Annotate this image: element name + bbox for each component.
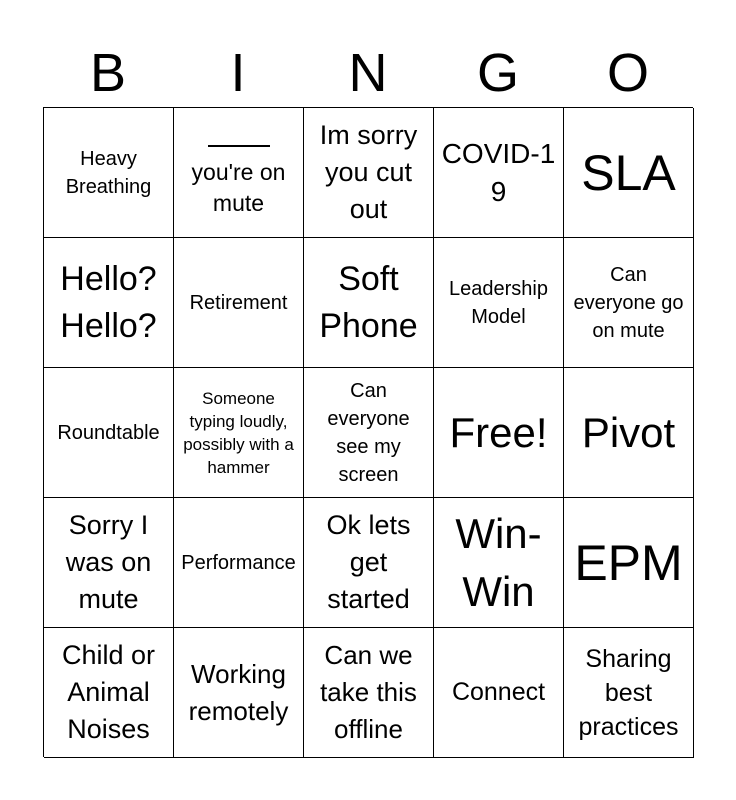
bingo-cell-win-win[interactable] xyxy=(434,498,564,628)
cell-label: Can we take this offline xyxy=(320,640,417,744)
cell-label: Retirement xyxy=(189,291,288,314)
cell-label: Leadership Model xyxy=(449,277,548,328)
header-letter-i: I xyxy=(230,43,246,103)
bingo-cell-leadership-model[interactable] xyxy=(434,238,564,368)
bingo-cell-ok-lets-get-started[interactable] xyxy=(304,498,434,628)
blank-line-icon xyxy=(208,145,270,147)
bingo-cell-youre-on-mute[interactable] xyxy=(174,108,304,238)
header-letter-n: N xyxy=(348,43,388,103)
cell-label: Someone typing loudly, possibly with a hammer xyxy=(183,388,294,477)
bingo-cell-pivot[interactable] xyxy=(564,368,694,498)
bingo-cell-sla[interactable] xyxy=(564,108,694,238)
bingo-cell-connect[interactable] xyxy=(434,628,564,758)
cell-label: Sorry I was on mute xyxy=(65,510,152,614)
cell-label: SLA xyxy=(581,144,676,201)
bingo-cell-can-we-take-this-offline[interactable] xyxy=(304,628,434,758)
bingo-board xyxy=(43,107,693,757)
header-letter-b: B xyxy=(89,43,127,103)
bingo-cell-soft-phone[interactable] xyxy=(304,238,434,368)
bingo-cell-epm[interactable] xyxy=(564,498,694,628)
bingo-cell-im-sorry-you-cut-out[interactable] xyxy=(304,108,434,238)
bingo-cell-retirement[interactable] xyxy=(174,238,304,368)
bingo-cell-covid-19[interactable] xyxy=(434,108,564,238)
cell-label: COVID-19 xyxy=(441,137,556,207)
cell-label: Sharing best practices xyxy=(578,644,679,741)
bingo-cell-working-remotely[interactable] xyxy=(174,628,304,758)
bingo-header xyxy=(43,40,693,106)
cell-label: EPM xyxy=(574,534,683,591)
cell-label: Roundtable xyxy=(57,421,160,444)
bingo-cell-heavy-breathing[interactable] xyxy=(44,108,174,238)
cell-label: Im sorry you cut out xyxy=(319,120,418,224)
cell-label: Win-Win xyxy=(455,509,542,615)
bingo-cell-someone-typing-loudly[interactable] xyxy=(174,368,304,498)
header-letter-o: O xyxy=(606,43,649,103)
bingo-cell-roundtable[interactable] xyxy=(44,368,174,498)
bingo-cell-sorry-i-was-on-mute[interactable] xyxy=(44,498,174,628)
bingo-cell-hello-hello[interactable] xyxy=(44,238,174,368)
bingo-cell-child-or-animal-noises[interactable] xyxy=(44,628,174,758)
bingo-cell-can-everyone-go-on-mute[interactable] xyxy=(564,238,694,368)
cell-label: you're on mute xyxy=(191,159,286,216)
cell-label: Can everyone go on mute xyxy=(573,263,684,342)
cell-label: Ok lets get started xyxy=(326,510,411,614)
cell-label: Can everyone see my screen xyxy=(327,379,410,486)
cell-label: Performance xyxy=(181,551,296,574)
cell-label: Connect xyxy=(451,678,546,706)
cell-label: Working remotely xyxy=(188,658,289,726)
bingo-cell-can-everyone-see-my-screen[interactable] xyxy=(304,368,434,498)
bingo-cell-sharing-best-practices[interactable] xyxy=(564,628,694,758)
bingo-cell-free-space[interactable] xyxy=(434,368,564,498)
cell-label: Hello? Hello? xyxy=(60,259,157,345)
cell-label: Heavy Breathing xyxy=(65,147,152,198)
bingo-cell-performance[interactable] xyxy=(174,498,304,628)
cell-label: Pivot xyxy=(581,408,676,456)
cell-label: Free! xyxy=(449,408,548,456)
header-letter-g: G xyxy=(476,43,519,103)
cell-label-wrap xyxy=(179,126,298,219)
cell-label: Soft Phone xyxy=(319,259,418,345)
cell-label: Child or Animal Noises xyxy=(61,640,156,744)
